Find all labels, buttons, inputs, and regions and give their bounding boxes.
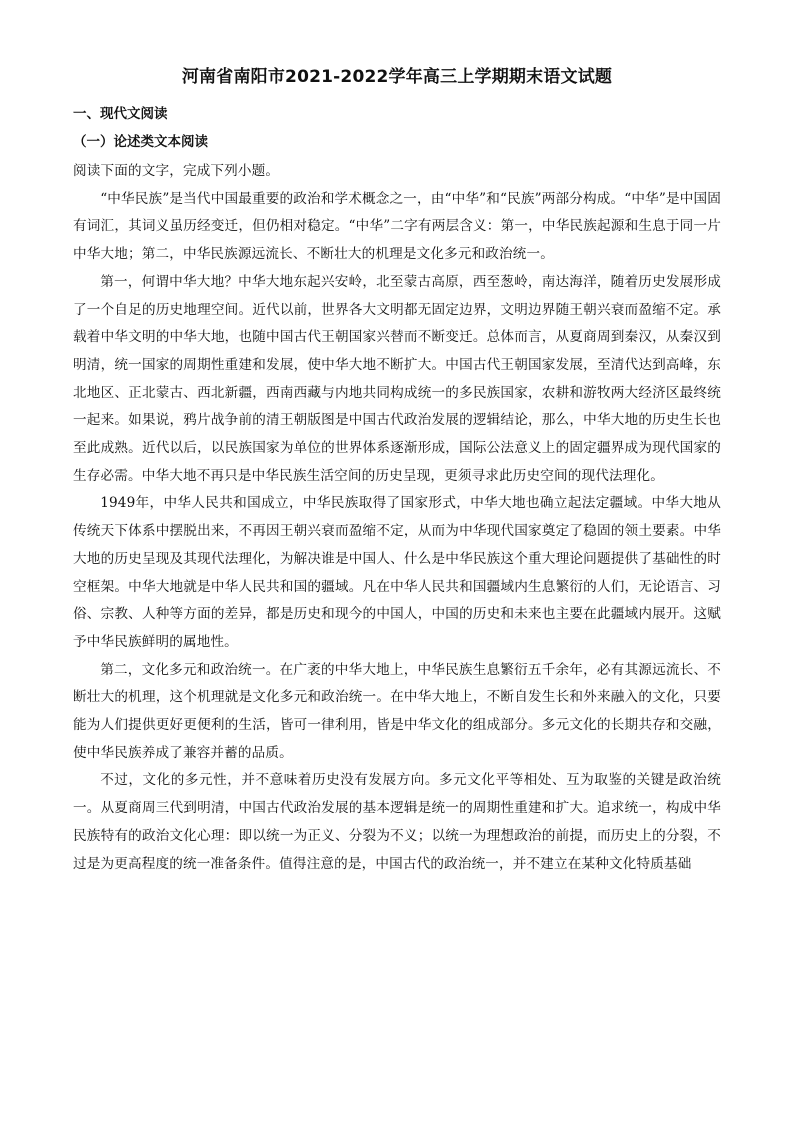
document-page [73,66,721,878]
subsection-heading: （一）论述类文本阅读 [73,134,208,150]
paragraph-3: 1949年，中华人民共和国成立，中华民族取得了国家形式，中华大地也确立起法定疆域。中华大地从传统天下体系中摆脱出来，不再因王朝兴衰而盈缩不定，从而为中华现代国家奠定了稳固的领土要素。中华大地的历史呈现及其现代法理化，为解决谁是中国人、什么是中华民族这个重大理论问题提供了基础性的时空框架。中华大地就是中华人民共和国的疆域。凡在中华人民共和国疆域内生息繁衍的人们，无论语言、习俗、宗教、人种等方面的差异，都是历史和现今的中国人，中国的历史和未来也主要在此疆域内展开。这赋予中华民族鲜明的属地性。 [73,495,721,650]
paragraph-2: 第一，何谓中华大地？中华大地东起兴安岭，北至蒙古高原，西至葱岭，南达海洋，随着历史发展形成了一个自足的历史地理空间。近代以前，世界各大文明都无固定边界，文明边界随王朝兴衰而盈缩不定。承载着中华文明的中华大地，也随中国古代王朝国家兴替而不断变迁。总体而言，从夏商周到秦汉，从秦汉到明清，统一国家的周期性重建和发展，使中华大地不断扩大。中国古代王朝国家发展，至清代达到高峰，东北地区、正北蒙古、西北新疆，西南西藏与内地共同构成统一的多民族国家，农耕和游牧两大经济区最终统一起来。如果说，鸦片战争前的清王朝版图是中国古代政治发展的逻辑结论，那么，中华大地的历史生长也至此成熟。近代以后，以民族国家为单位的世界体系逐渐形成，国际公法意义上的固定疆界成为现代国家的生存必需。中华大地不再只是中华民族生活空间的历史呈现，更须寻求此历史空间的现代法理化。 [73,273,721,484]
paragraph-4: 第二，文化多元和政治统一。在广袤的中华大地上，中华民族生息繁衍五千余年，必有其源远流长、不断壮大的机理，这个机理就是文化多元和政治统一。在中华大地上，不断自发生长和外来融入的文化，只要能为人们提供更好更便利的生活，皆可一律利用，皆是中华文化的组成部分。多元文化的长期共存和交融，使中华民族养成了兼容并蓄的品质。 [73,661,721,761]
document-title: 河南省南阳市2021-2022学年高三上学期期末语文试题 [181,67,613,87]
section-heading: 一、现代文阅读 [73,106,168,122]
paragraph-5: 不过，文化的多元性，并不意味着历史没有发展方向。多元文化平等相处、互为取鉴的关键是政治统一。从夏商周三代到明清，中国古代政治发展的基本逻辑是统一的周期性重建和扩大。追求统一，构成中华民族特有的政治文化心理：即以统一为正义、分裂为不义；以统一为理想政治的前提，而历史上的分裂，不过是为更高程度的统一准备条件。值得注意的是，中国古代的政治统一，并不建立在某种文化特质基础 [73,772,721,872]
paragraph-1: “中华民族”是当代中国最重要的政治和学术概念之一，由“中华”和“民族”两部分构成。“中华”是中国固有词汇，其词义虽历经变迁，但仍相对稳定。“中华”二字有两层含义：第一，中华民族起源和生息于同一片中华大地；第二，中华民族源远流长、不断壮大的机理是文化多元和政治统一。 [73,190,721,263]
instruction-text: 阅读下面的文字，完成下列小题。 [73,163,280,179]
